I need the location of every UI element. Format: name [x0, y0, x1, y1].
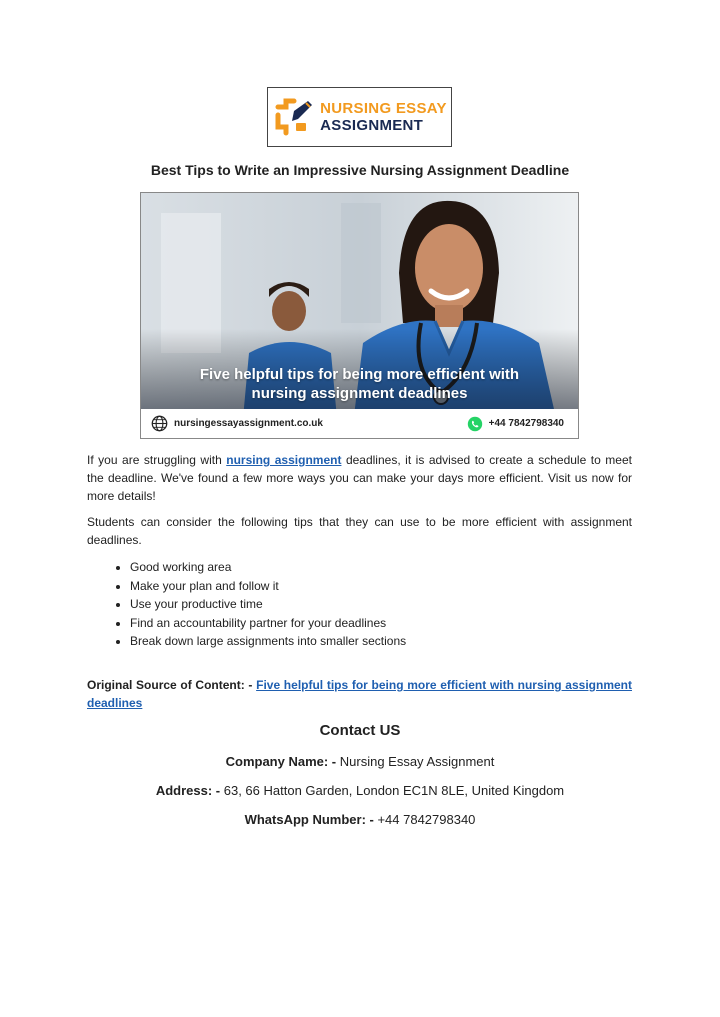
tips-intro-paragraph: Students can consider the following tips that they can use to be more efficient with assignment deadlines. — [87, 515, 632, 547]
company-name-line — [0, 754, 720, 769]
hero-phone — [467, 416, 564, 432]
source-attribution — [87, 676, 632, 712]
hero-phone-text: +44 7842798340 — [488, 418, 564, 429]
company-name-label: Company Name: - — [225, 754, 340, 769]
contact-heading: Contact US — [319, 722, 401, 739]
tips-list — [108, 558, 406, 651]
pencil-cross-logo-icon — [272, 97, 314, 137]
logo-line-2: ASSIGNMENT — [320, 117, 424, 134]
hero-headline-line-2: nursing assignment deadlines — [251, 385, 468, 402]
hero-image — [140, 192, 579, 439]
document-title: Best Tips to Write an Impressive Nursing Assignment Deadline — [150, 162, 570, 178]
list-item: • Good working area — [130, 558, 406, 577]
intro-text-before-link: If you are struggling with — [87, 453, 227, 467]
logo-line-1: NURSING ESSAY — [320, 100, 447, 117]
list-item: • Break down large assignments into smaller sections — [130, 632, 406, 651]
hero-contact-bar — [141, 409, 578, 438]
whatsapp-icon — [467, 416, 483, 432]
logo-wordmark — [320, 101, 447, 133]
whatsapp-line — [0, 812, 720, 827]
address-value: 63, 66 Hatton Garden, London EC1N 8LE, United Kingdom — [223, 783, 565, 798]
source-link[interactable]: Five helpful tips for being more efficient with nursing assignment deadlines — [87, 678, 632, 710]
whatsapp-value: +44 7842798340 — [377, 812, 476, 827]
whatsapp-label: WhatsApp Number: - — [244, 812, 378, 827]
source-label: Original Source of Content: - — [87, 678, 257, 692]
list-item: • Find an accountability partner for your deadlines — [130, 614, 406, 633]
address-line — [0, 783, 720, 798]
list-item: • Use your productive time — [130, 595, 406, 614]
address-label: Address: - — [155, 783, 224, 798]
company-name-value: Nursing Essay Assignment — [339, 754, 495, 769]
hero-website — [151, 415, 323, 432]
nursing-assignment-link[interactable]: nursing assignment — [226, 453, 342, 467]
intro-text-after-link: deadlines, it is advised to create a schedule to meet the deadline. We've found a few more ways you can make your days more efficient. Visit us now for more details! — [87, 453, 632, 503]
globe-icon — [151, 415, 168, 432]
hero-website-text: nursingessayassignment.co.uk — [174, 418, 323, 429]
hero-headline — [141, 365, 578, 403]
list-item: • Make your plan and follow it — [130, 577, 406, 596]
logo — [267, 87, 452, 147]
intro-paragraph — [87, 451, 632, 505]
hero-headline-line-1: Five helpful tips for being more efficient with — [199, 366, 520, 383]
